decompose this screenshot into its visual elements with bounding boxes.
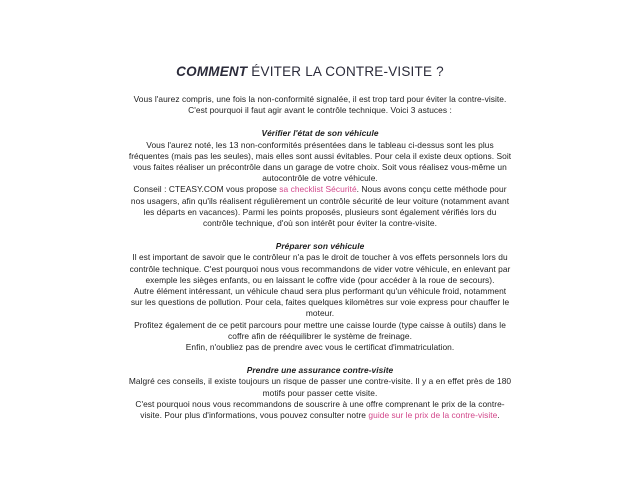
section2-paragraph-3: Profitez également de ce petit parcours pour mettre une caisse lourde (type caisse à outils) dans le coffre afin de rééquilibrer le système de freinage. — [134, 319, 506, 341]
checklist-securite-link[interactable]: sa checklist Sécurité — [279, 184, 357, 195]
section1-paragraph-1: Vous l'aurez noté, les 13 non-conformités présentées dans le tableau ci-dessus sont les plus fréquentes (mais pas les seules), mais elles sont aussi évitables. Pour cela il existe deux options. Soit vous faites réaliser un précontrôle dans un garage de votre choix. Soit vous réalisez vous-même un autocontrôle de votre véhicule. — [128, 139, 512, 184]
guide-prix-contre-visite-link[interactable]: guide sur le prix de la contre-visite — [368, 410, 498, 421]
section3-paragraph-1: Malgré ces conseils, il existe toujours un risque de passer une contre-visite. Il y a en effet près de 180 motifs pour passer cette visite. — [128, 376, 512, 398]
section1-heading: Vérifier l'état de son véhicule — [261, 128, 379, 139]
spacer — [128, 353, 512, 365]
section2-paragraph-4: Enfin, n'oubliez pas de prendre avec vous le certificat d'immatriculation. — [185, 342, 455, 353]
spacer — [128, 229, 512, 241]
section3-paragraph-2 — [128, 399, 512, 421]
section2-heading: Préparer son véhicule — [275, 241, 365, 252]
section3-p2-text-after: . — [497, 410, 500, 421]
spacer — [128, 116, 512, 128]
section1-p2-text-after: . Nous avons conçu cette méthode pour nos usagers, afin qu'ils réalisent régulièrement un contrôle sécurité de leur voiture (notamment avant les départs en vacances). Parmi les points proposés, plusieurs sont également vérifiés lors du contrôle technique, d'où son intérêt pour éviter la contre-visite. — [130, 184, 510, 229]
section2-paragraph-2: Autre élément intéressant, un véhicule chaud sera plus performant qu'un véhicule froid, notamment sur les questions de pollution. Pour cela, faites quelques kilomètres sur voie express pour chauffer le moteur. — [130, 286, 510, 319]
page-title — [0, 64, 620, 79]
section1-p2-text-before: Conseil : CTEASY.COM vous propose — [133, 184, 280, 195]
section1-paragraph-2 — [128, 184, 512, 229]
section3-heading: Prendre une assurance contre-visite — [246, 365, 394, 376]
section3-p2-text-before: C'est pourquoi nous vous recommandons de souscrire à une offre comprenant le prix de la contre-visite. Pour plus d'informations, vous pouvez consulter notre — [135, 398, 505, 421]
section2-paragraph-1: Il est important de savoir que le contrôleur n'a pas le droit de toucher à vos effets personnels lors du contrôle technique. C'est pourquoi nous vous recommandons de vider votre véhicule, en enlevant par exemple les sièges enfants, ou en laissant le coffre vide (pour accéder à la roue de secours). — [129, 252, 511, 285]
intro-paragraph: Vous l'aurez compris, une fois la non-conformité signalée, il est trop tard pour éviter la contre-visite. C'est pourquoi il faut agir avant le contrôle technique. Voici 3 astuces : — [133, 94, 507, 116]
article-body — [128, 94, 512, 421]
title-emphasis: COMMENT — [176, 64, 248, 79]
title-rest: ÉVITER LA CONTRE-VISITE ? — [247, 64, 444, 79]
